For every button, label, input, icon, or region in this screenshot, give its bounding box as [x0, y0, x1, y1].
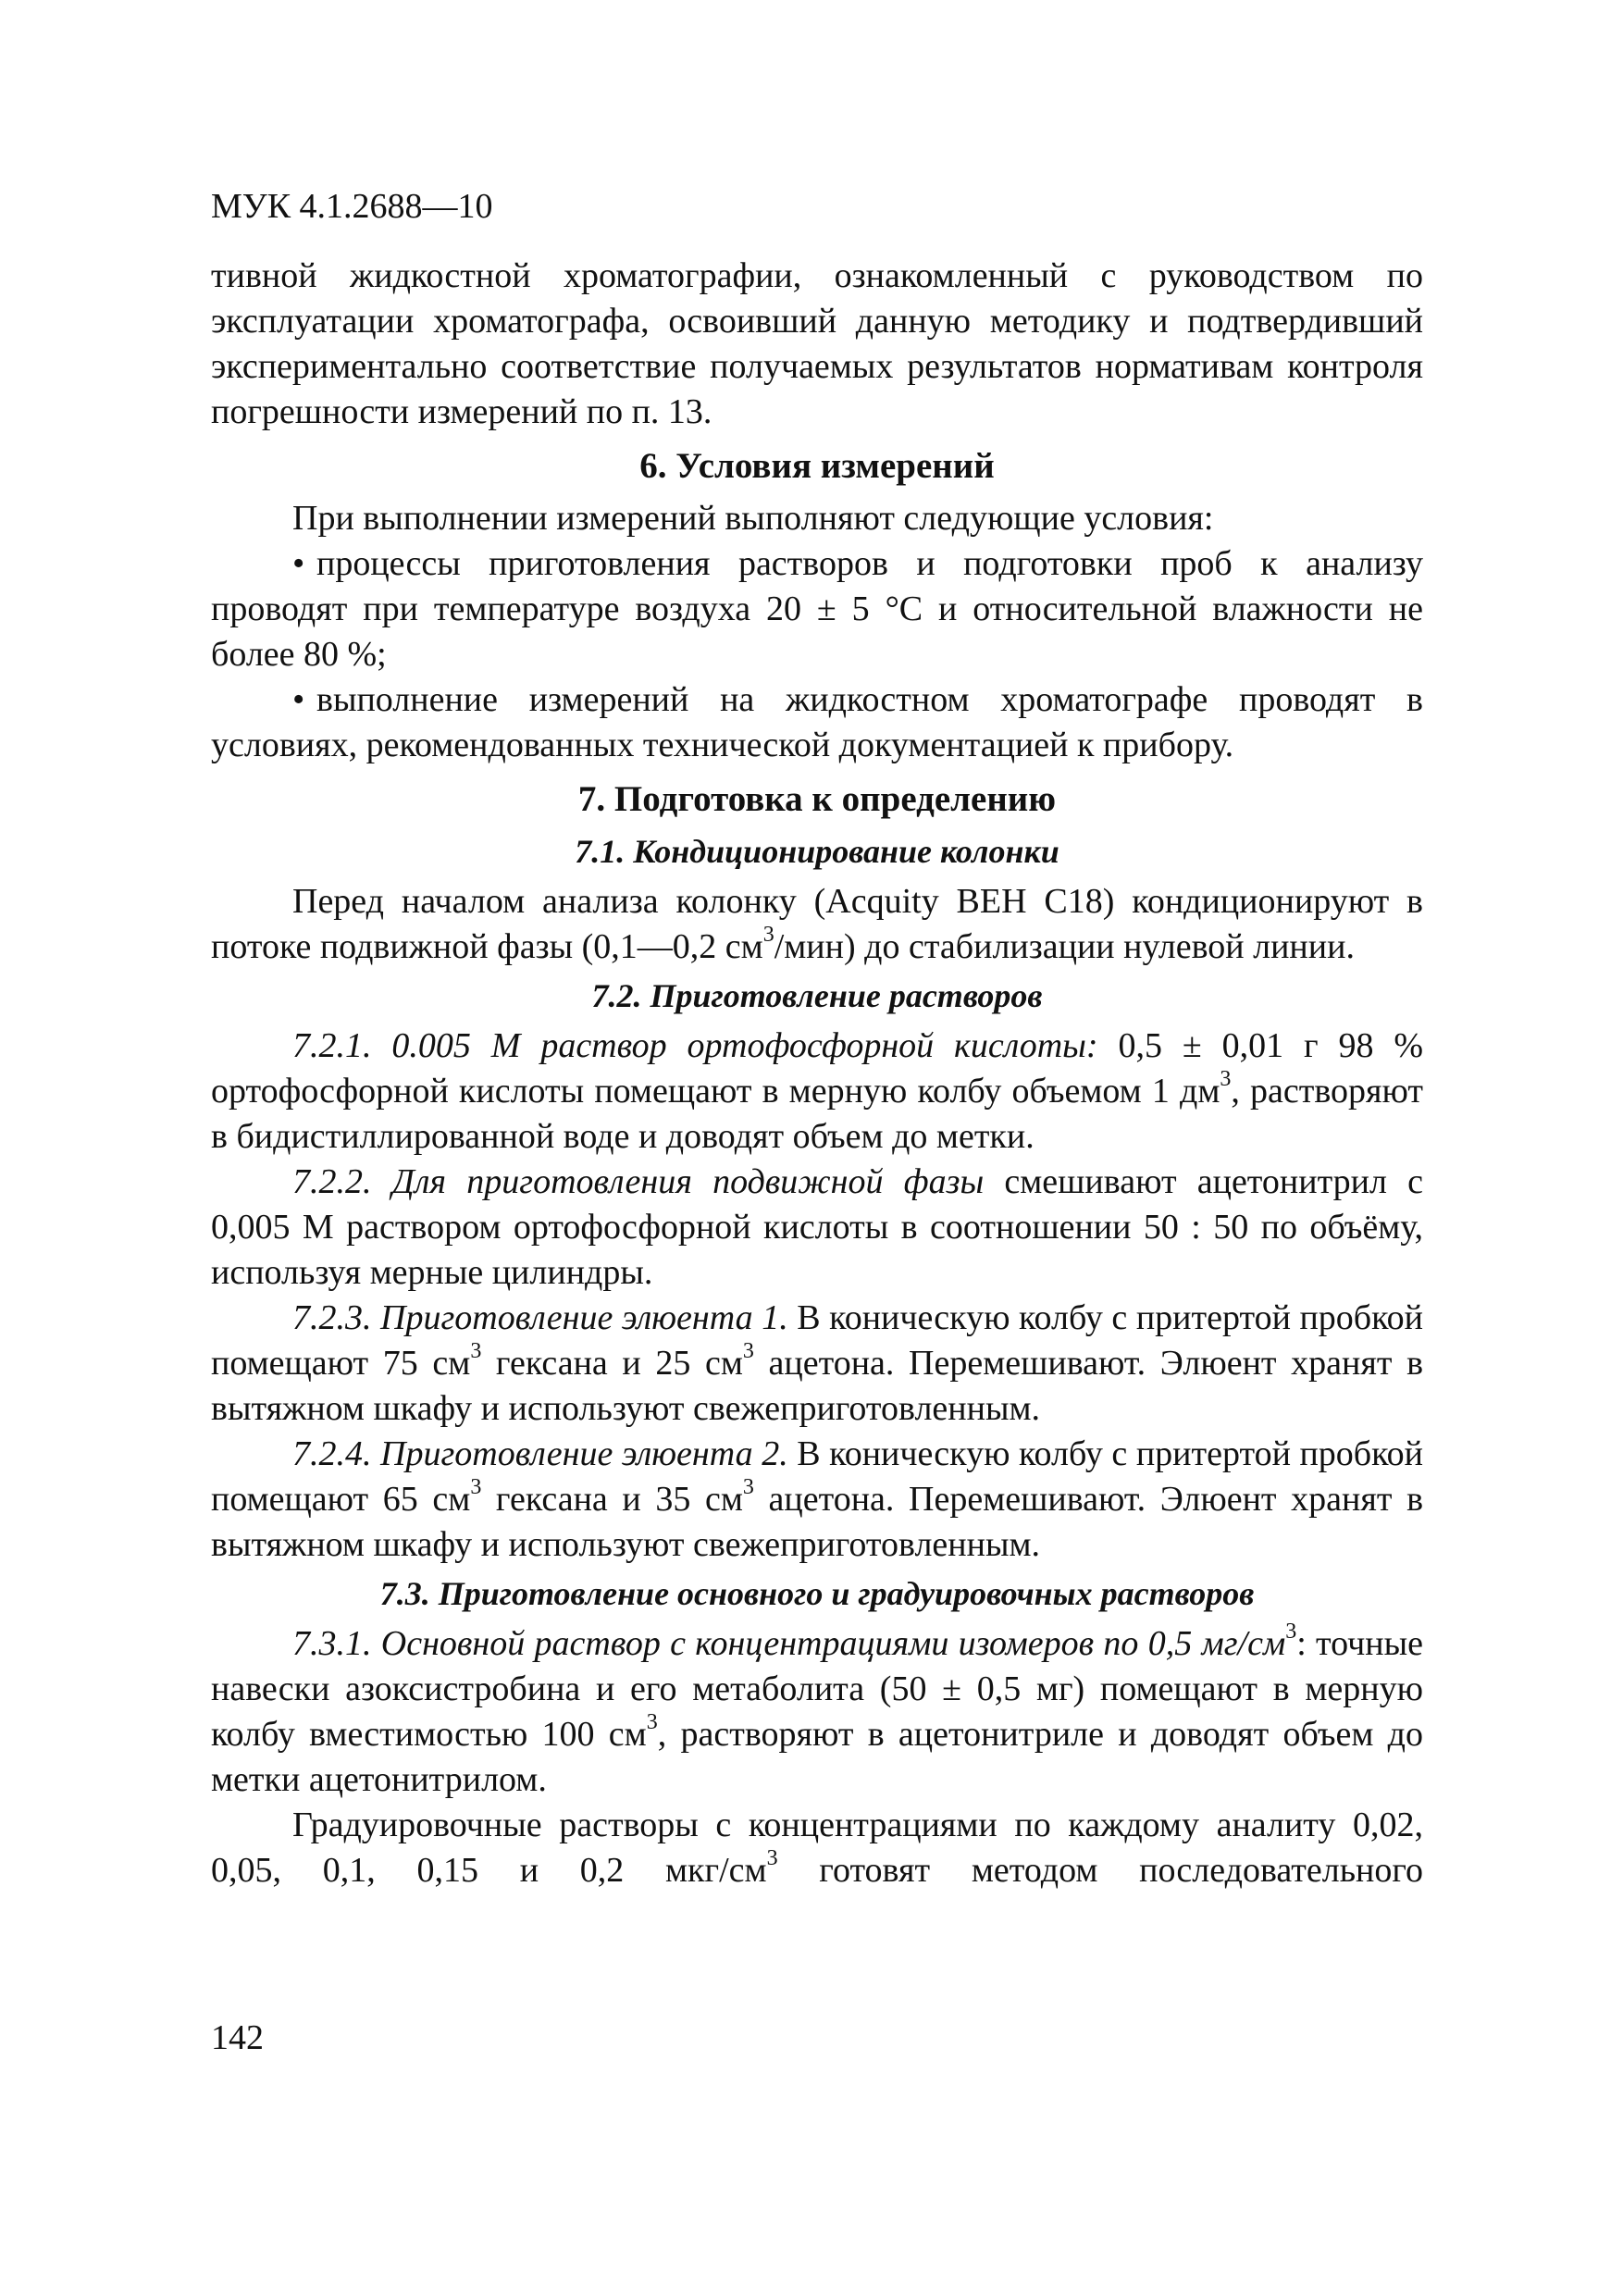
section-7-2-3: 7.2.3. Приготовление элюента 1. В коническую колбу с притертой пробкой помещают 75 $см^3$ гексана и 25 $см^3$ ацетона. Перемешивают. Элюент хранят в вытяжном шкафу и используют свежеприготовленным. [211, 1298, 1424, 1428]
page-number: 142 [211, 2018, 264, 2057]
section-7-3-title: 7.3. Приготовление основного и градуировочных растворов [379, 1575, 1255, 1612]
section-7-title: 7. Подготовка к определению [577, 779, 1057, 819]
bullet-icon: • [292, 544, 305, 583]
section-7-2-1: 7.2.1. 0.005 М раствор ортофосфорной кислоты: 0,5 ± 0,01 г 98 % ортофосфорной кислоты помещают в мерную колбу объемом 1 $дм^3$, растворяют в бидистиллированной воде и доводят объем до метки. [211, 1026, 1423, 1156]
section-6-bullet-2 [211, 677, 1423, 768]
section-7-2-2: 7.2.2. Для приготовления подвижной фазы смешивают ацетонитрил с 0,005 М раствором ортофосфорной кислоты в соотношении 50 : 50 по объёму, используя мерные цилиндры. [211, 1162, 1423, 1292]
section-7-2-title: 7.2. Приготовление растворов [591, 977, 1043, 1014]
page-content [211, 185, 1423, 1893]
section-6-title: 6. Условия измерений [639, 446, 995, 486]
section-7-1-text: Перед началом анализа колонку (Acquity BEH C18) кондиционируют в потоке подвижной фазы (0,1—0,2 $см^3/мин$) до стабилизации нулевой линии. [211, 882, 1423, 966]
section-6-bullet-1 [211, 541, 1423, 677]
bullet-icon: • [292, 680, 305, 719]
section-7-2-4: 7.2.4. Приготовление элюента 2. В коническую колбу с притертой пробкой помещают 65 $см^3$ гексана и 35 $см^3$ ацетона. Перемешивают. Элюент хранят в вытяжном шкафу и используют свежеприготовленным. [211, 1434, 1424, 1564]
running-header: МУК 4.1.2688—10 [211, 187, 493, 226]
bullet-2-text: выполнение измерений на жидкостном хроматографе проводят в условиях, рекомендованных технической документацией к прибору. [211, 680, 1423, 764]
section-6-lead: При выполнении измерений выполняют следующие условия: [292, 499, 1214, 538]
bullet-1-text: процессы приготовления растворов и подготовки проб к анализу проводят при температуре воздуха 20 ± 5 °С и относительной влажности не более 80 %; [211, 544, 1423, 674]
intro-paragraph: тивной жидкостной хроматографии, ознакомленный с руководством по эксплуатации хроматографа, освоивший данную методику и подтвердивший экспериментально соответствие получаемых результатов нормативам контроля погрешности измерений по п. 13. [211, 256, 1423, 431]
section-7-3-1: 7.3.1. Основной раствор с концентрациями изомеров по 0,5 $мг/см^3$: точные навески азоксистробина и его метаболита (50 ± 0,5 мг) помещают в мерную колбу вместимостью 100 $см^3$, растворяют в ацетонитриле и доводят объем до метки ацетонитрилом. [211, 1620, 1423, 1799]
section-7-3-2: Градуировочные растворы с концентрациями по каждому аналиту 0,02, 0,05, 0,1, 0,15 и 0,2 мкг/$см^3$ готовят методом последовательного [211, 1806, 1424, 1890]
section-7-1-title: 7.1. Кондиционирование колонки [575, 833, 1059, 870]
